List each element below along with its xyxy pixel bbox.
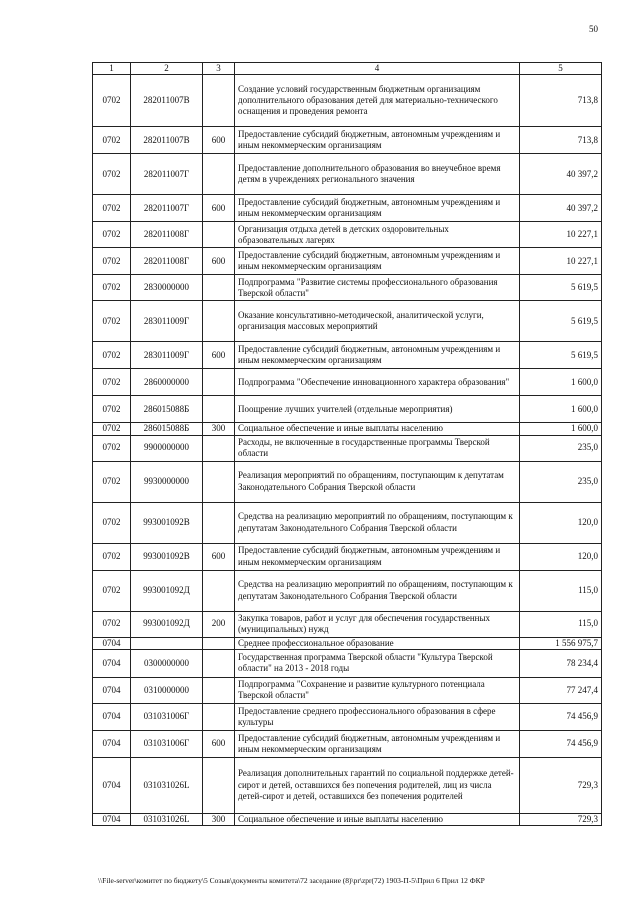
amount-cell: 235,0 [520,461,602,502]
target-article-cell: 282011007Г [131,195,203,222]
amount-cell: 713,8 [520,127,602,154]
expense-type-cell: 200 [203,611,235,637]
section-code-cell: 0702 [93,301,131,342]
expense-type-cell: 300 [203,813,235,825]
column-header-3: 3 [203,63,235,75]
target-article-cell: 031031026L [131,757,203,813]
expense-type-cell [203,757,235,813]
table-row [93,649,602,677]
amount-cell: 74 456,9 [520,703,602,730]
table-row [93,677,602,703]
target-article-cell: 031031006Г [131,730,203,757]
description-cell: Создание условий государственным бюджетным организациям дополнительного образования детей для материально-технического оснащения и проведения ремонта [235,75,520,127]
section-code-cell: 0702 [93,75,131,127]
expense-type-cell [203,301,235,342]
table-row [93,275,602,301]
section-code-cell: 0702 [93,342,131,369]
section-code-cell: 0704 [93,730,131,757]
amount-cell: 40 397,2 [520,154,602,195]
expense-type-cell [203,502,235,543]
table-row [93,301,602,342]
table-row [93,369,602,396]
target-article-cell: 282011008Г [131,222,203,248]
target-article-cell: 031031006Г [131,703,203,730]
section-code-cell: 0702 [93,127,131,154]
section-code-cell: 0702 [93,275,131,301]
table-row [93,423,602,435]
amount-cell: 40 397,2 [520,195,602,222]
expense-type-cell [203,703,235,730]
target-article-cell: 2830000000 [131,275,203,301]
section-code-cell: 0702 [93,396,131,423]
section-code-cell: 0702 [93,195,131,222]
description-cell: Расходы, не включенные в государственные программы Тверской области [235,435,520,461]
table-row [93,342,602,369]
target-article-cell: 2860000000 [131,369,203,396]
section-code-cell: 0702 [93,423,131,435]
amount-cell: 729,3 [520,813,602,825]
description-cell: Среднее профессиональное образование [235,637,520,649]
amount-cell: 5 619,5 [520,301,602,342]
amount-cell: 713,8 [520,75,602,127]
section-code-cell: 0702 [93,543,131,570]
amount-cell: 78 234,4 [520,649,602,677]
description-cell: Реализация дополнительных гарантий по социальной поддержке детей-сирот и детей, оставшихся без попечения родителей, лиц из числа детей-сирот и детей, оставшихся без попечения родителей [235,757,520,813]
amount-cell: 10 227,1 [520,248,602,275]
section-code-cell: 0704 [93,637,131,649]
amount-cell: 1 556 975,7 [520,637,602,649]
description-cell: Реализация мероприятий по обращениям, поступающим к депутатам Законодательного Собрания Тверской области [235,461,520,502]
target-article-cell: 286015088Б [131,423,203,435]
expense-type-cell [203,649,235,677]
table-row [93,813,602,825]
section-code-cell: 0704 [93,813,131,825]
table-row [93,127,602,154]
target-article-cell: 283011009Г [131,342,203,369]
amount-cell: 74 456,9 [520,730,602,757]
section-code-cell: 0702 [93,222,131,248]
expense-type-cell: 600 [203,543,235,570]
section-code-cell: 0702 [93,502,131,543]
target-article-cell: 031031026L [131,813,203,825]
description-cell: Предоставление субсидий бюджетным, автономным учреждениям и иным некоммерческим организациям [235,342,520,369]
amount-cell: 120,0 [520,502,602,543]
table-row [93,570,602,611]
description-cell: Государственная программа Тверской области "Культура Тверской области" на 2013 - 2018 годы [235,649,520,677]
expense-type-cell [203,461,235,502]
description-cell: Предоставление субсидий бюджетным, автономным учреждениям и иным некоммерческим организациям [235,730,520,757]
table-row [93,637,602,649]
expense-type-cell: 600 [203,730,235,757]
target-article-cell: 993001092Д [131,570,203,611]
description-cell: Средства на реализацию мероприятий по обращениям, поступающим к депутатам Законодательного Собрания Тверской области [235,570,520,611]
table-row [93,154,602,195]
table-row [93,703,602,730]
table-row [93,435,602,461]
expense-type-cell: 600 [203,127,235,154]
expense-type-cell [203,369,235,396]
expense-type-cell [203,677,235,703]
section-code-cell: 0702 [93,435,131,461]
section-code-cell: 0704 [93,703,131,730]
description-cell: Социальное обеспечение и иные выплаты населению [235,423,520,435]
section-code-cell: 0702 [93,570,131,611]
target-article-cell: 993001092Д [131,611,203,637]
page-number: 50 [589,24,598,34]
column-header-1: 1 [93,63,131,75]
amount-cell: 5 619,5 [520,342,602,369]
section-code-cell: 0702 [93,154,131,195]
table-row [93,461,602,502]
description-cell: Закупка товаров, работ и услуг для обеспечения государственных (муниципальных) нужд [235,611,520,637]
amount-cell: 5 619,5 [520,275,602,301]
target-article-cell: 283011009Г [131,301,203,342]
amount-cell: 120,0 [520,543,602,570]
description-cell: Поощрение лучших учителей (отдельные мероприятия) [235,396,520,423]
file-path-footer: \\File-server\комитет по бюджету\5 Созыв\документы комитета\72 заседание (8)\pr\zpr(72) 1903-П-5\Прил 6 Прил 12 ФКР [98,876,485,885]
amount-cell: 729,3 [520,757,602,813]
target-article-cell: 993001092В [131,543,203,570]
description-cell: Социальное обеспечение и иные выплаты населению [235,813,520,825]
description-cell: Оказание консультативно-методической, аналитической услуги, организация массовых мероприятий [235,301,520,342]
column-header-4: 4 [235,63,520,75]
description-cell: Предоставление субсидий бюджетным, автономным учреждениям и иным некоммерческим организациям [235,127,520,154]
description-cell: Подпрограмма "Развитие системы профессионального образования Тверской области" [235,275,520,301]
target-article-cell: 993001092В [131,502,203,543]
target-article-cell: 9900000000 [131,435,203,461]
column-header-5: 5 [520,63,602,75]
budget-table [92,62,602,826]
amount-cell: 77 247,4 [520,677,602,703]
expense-type-cell: 300 [203,423,235,435]
description-cell: Предоставление субсидий бюджетным, автономным учреждениям и иным некоммерческим организациям [235,195,520,222]
target-article-cell: 282011007В [131,127,203,154]
table-body [93,75,602,826]
amount-cell: 1 600,0 [520,396,602,423]
description-cell: Предоставление субсидий бюджетным, автономным учреждениям и иным некоммерческим организациям [235,543,520,570]
section-code-cell: 0704 [93,677,131,703]
amount-cell: 1 600,0 [520,369,602,396]
table-row [93,248,602,275]
description-cell: Предоставление дополнительного образования во внеучебное время детям в учреждениях регионального значения [235,154,520,195]
section-code-cell: 0702 [93,611,131,637]
expense-type-cell [203,275,235,301]
column-header-2: 2 [131,63,203,75]
table-row [93,222,602,248]
expense-type-cell [203,222,235,248]
expense-type-cell [203,154,235,195]
description-cell: Подпрограмма "Сохранение и развитие культурного потенциала Тверской области" [235,677,520,703]
expense-type-cell [203,637,235,649]
section-code-cell: 0704 [93,757,131,813]
table-row [93,75,602,127]
target-article-cell: 286015088Б [131,396,203,423]
expense-type-cell [203,435,235,461]
target-article-cell [131,637,203,649]
section-code-cell: 0702 [93,248,131,275]
table-row [93,611,602,637]
amount-cell: 1 600,0 [520,423,602,435]
description-cell: Средства на реализацию мероприятий по обращениям, поступающим к депутатам Законодательного Собрания Тверской области [235,502,520,543]
expense-type-cell [203,570,235,611]
table-row [93,195,602,222]
description-cell: Предоставление субсидий бюджетным, автономным учреждениям и иным некоммерческим организациям [235,248,520,275]
table-row [93,730,602,757]
amount-cell: 115,0 [520,570,602,611]
expense-type-cell [203,75,235,127]
table-row [93,502,602,543]
table-row [93,757,602,813]
column-number-row [93,63,602,75]
description-cell: Предоставление среднего профессионального образования в сфере культуры [235,703,520,730]
description-cell: Организация отдыха детей в детских оздоровительных образовательных лагерях [235,222,520,248]
section-code-cell: 0702 [93,369,131,396]
expense-type-cell: 600 [203,195,235,222]
target-article-cell: 0310000000 [131,677,203,703]
expense-type-cell [203,396,235,423]
table-row [93,396,602,423]
target-article-cell: 282011008Г [131,248,203,275]
amount-cell: 115,0 [520,611,602,637]
target-article-cell: 9930000000 [131,461,203,502]
table-row [93,543,602,570]
target-article-cell: 282011007В [131,75,203,127]
expense-type-cell: 600 [203,342,235,369]
target-article-cell: 0300000000 [131,649,203,677]
section-code-cell: 0704 [93,649,131,677]
section-code-cell: 0702 [93,461,131,502]
description-cell: Подпрограмма "Обеспечение инновационного характера образования" [235,369,520,396]
expense-type-cell: 600 [203,248,235,275]
target-article-cell: 282011007Г [131,154,203,195]
amount-cell: 10 227,1 [520,222,602,248]
amount-cell: 235,0 [520,435,602,461]
